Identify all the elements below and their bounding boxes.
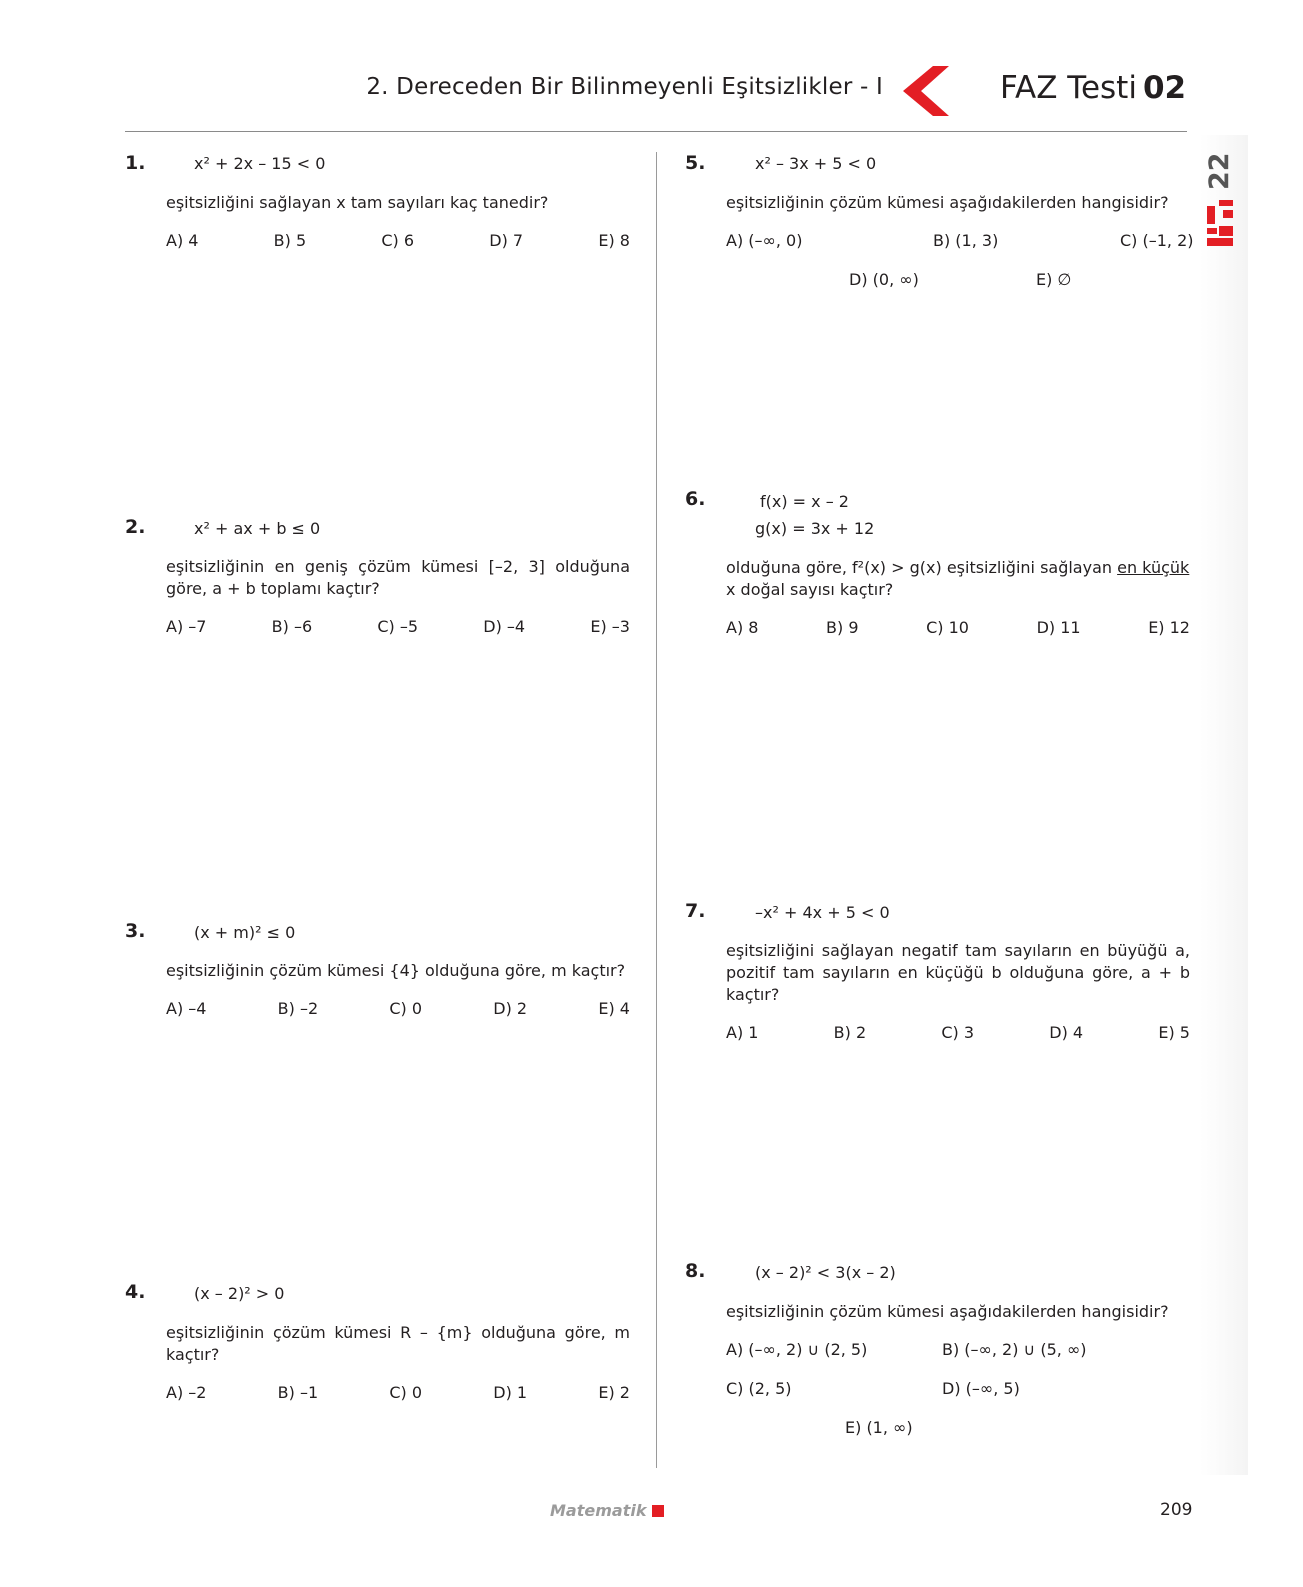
option-c[interactable]: C) (–1, 2)	[1120, 231, 1194, 250]
option-c[interactable]: C) 3	[941, 1023, 975, 1042]
option-e[interactable]: E) –3	[590, 617, 630, 636]
option-d[interactable]: D) 4	[1049, 1023, 1084, 1042]
option-b[interactable]: B) (1, 3)	[933, 231, 999, 250]
option-d[interactable]: D) (0, ∞)	[849, 270, 919, 289]
option-a[interactable]: A) (–∞, 0)	[726, 231, 803, 250]
option-c[interactable]: C) 0	[389, 1383, 423, 1402]
option-c[interactable]: C) (2, 5)	[726, 1379, 792, 1398]
question-expression: x² + 2x – 15 < 0	[194, 154, 326, 173]
side-strip	[1200, 135, 1248, 1475]
question-number: 7.	[685, 900, 706, 922]
question-text: eşitsizliğinin çözüm kümesi aşağıdakilerden hangisidir?	[726, 193, 1169, 212]
question-expression: (x – 2)² > 0	[194, 1284, 285, 1303]
question-number: 5.	[685, 152, 706, 174]
option-a[interactable]: A) –2	[166, 1383, 207, 1402]
option-e[interactable]: E) 5	[1158, 1023, 1190, 1042]
option-d[interactable]: D) 7	[489, 231, 524, 250]
publisher-logo-icon	[1207, 198, 1237, 250]
footer-subject: Matematik	[550, 1501, 647, 1520]
question-expression: (x + m)² ≤ 0	[194, 923, 296, 942]
option-b[interactable]: B) –2	[277, 999, 319, 1018]
option-d[interactable]: D) 2	[493, 999, 528, 1018]
option-c[interactable]: C) –5	[377, 617, 419, 636]
question-number: 6.	[685, 488, 706, 510]
option-e[interactable]: E) 2	[598, 1383, 630, 1402]
option-e[interactable]: E) (1, ∞)	[845, 1418, 913, 1437]
question-text: eşitsizliğini sağlayan x tam sayıları kaç tanedir?	[166, 193, 549, 212]
question-text: eşitsizliğini sağlayan negatif tam sayıların en büyüğü a, pozitif tam sayıların en küçüğü b olduğuna göre, a + b kaçtır?	[726, 941, 1190, 1004]
column-divider	[656, 152, 657, 1468]
question-number: 8.	[685, 1260, 706, 1282]
option-c[interactable]: C) 0	[389, 999, 423, 1018]
option-a[interactable]: A) –4	[166, 999, 207, 1018]
answer-options	[166, 1383, 630, 1402]
option-e[interactable]: E) 12	[1148, 618, 1190, 637]
question-number: 3.	[125, 920, 146, 942]
option-a[interactable]: A) –7	[166, 617, 207, 636]
option-c[interactable]: C) 6	[381, 231, 415, 250]
question-text-underlined: en küçük	[1117, 558, 1190, 577]
question-text	[726, 557, 1190, 601]
chevron-left-icon	[903, 66, 949, 116]
question-expression-f: f(x) = x – 2	[760, 492, 849, 511]
question-text: eşitsizliğinin çözüm kümesi aşağıdakilerden hangisidir?	[726, 1302, 1169, 1321]
option-b[interactable]: B) 5	[273, 231, 307, 250]
option-a[interactable]: A) 1	[726, 1023, 759, 1042]
option-b[interactable]: B) 2	[833, 1023, 867, 1042]
answer-options	[726, 1023, 1190, 1042]
question-number: 1.	[125, 152, 146, 174]
question-expression-g: g(x) = 3x + 12	[755, 519, 875, 538]
test-title	[1000, 70, 1186, 106]
option-e[interactable]: E) 4	[598, 999, 630, 1018]
question-text-part: olduğuna göre, f²(x) > g(x) eşitsizliğini sağlayan	[726, 558, 1118, 577]
section-title: 2. Dereceden Bir Bilinmeyenli Eşitsizlikler - I	[366, 74, 883, 100]
page-number: 209	[1160, 1500, 1193, 1520]
question-expression: x² + ax + b ≤ 0	[194, 519, 321, 538]
question-expression: (x – 2)² < 3(x – 2)	[755, 1263, 896, 1282]
option-a[interactable]: A) 4	[166, 231, 199, 250]
answer-options	[166, 617, 630, 636]
question-text-part: x doğal sayısı kaçtır?	[726, 580, 894, 599]
option-d[interactable]: D) 11	[1036, 618, 1081, 637]
option-e[interactable]: E) 8	[598, 231, 630, 250]
question-text: eşitsizliğinin en geniş çözüm kümesi [–2, 3] olduğuna göre, a + b toplamı kaçtır?	[166, 557, 630, 598]
footer-square-icon	[652, 1505, 664, 1517]
question-text: eşitsizliğinin çözüm kümesi R – {m} olduğuna göre, m kaçtır?	[166, 1323, 630, 1364]
option-e[interactable]: E) ∅	[1036, 270, 1072, 289]
option-b[interactable]: B) –1	[277, 1383, 319, 1402]
answer-options	[726, 618, 1190, 637]
option-d[interactable]: D) 1	[493, 1383, 528, 1402]
question-number: 2.	[125, 516, 146, 538]
option-d[interactable]: D) –4	[483, 617, 526, 636]
option-b[interactable]: B) (–∞, 2) ∪ (5, ∞)	[942, 1340, 1087, 1359]
answer-options	[166, 231, 630, 250]
test-number: 02	[1142, 70, 1187, 106]
answer-options	[166, 999, 630, 1018]
option-a[interactable]: A) (–∞, 2) ∪ (2, 5)	[726, 1340, 868, 1359]
header-divider	[125, 131, 1187, 132]
question-expression: x² – 3x + 5 < 0	[755, 154, 877, 173]
option-c[interactable]: C) 10	[926, 618, 969, 637]
option-a[interactable]: A) 8	[726, 618, 759, 637]
test-label: FAZ Testi	[1000, 70, 1137, 106]
question-number: 4.	[125, 1281, 146, 1303]
option-d[interactable]: D) (–∞, 5)	[942, 1379, 1020, 1398]
question-expression: –x² + 4x + 5 < 0	[755, 903, 890, 922]
option-b[interactable]: B) 9	[826, 618, 859, 637]
side-number: 22	[1204, 152, 1235, 190]
option-b[interactable]: B) –6	[271, 617, 313, 636]
question-text: eşitsizliğinin çözüm kümesi {4} olduğuna göre, m kaçtır?	[166, 961, 626, 980]
side-number-box	[1204, 152, 1238, 192]
